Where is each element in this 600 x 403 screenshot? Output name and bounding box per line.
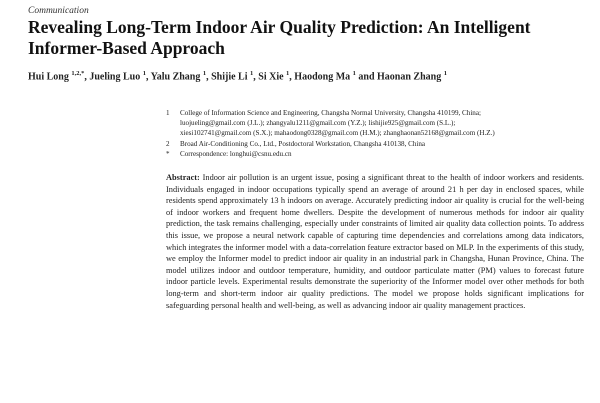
affiliation-text: Broad Air-Conditioning Co., Ltd., Postdoctoral Workstation, Changsha 410138, China	[180, 139, 426, 148]
affiliation-text: luojueling@gmail.com (J.L.); zhangyalu1211@gmail.com (Y.Z.); lishijie925@gmail.com (S.L.);	[180, 119, 456, 128]
affiliation-text: xiesi102741@gmail.com (S.X.); mahaodong0328@gmail.com (H.M.); zhanghaonan52168@gmail.com (H.Z.)	[180, 129, 495, 138]
author-affiliation-mark: 1	[286, 70, 290, 77]
author-list	[28, 70, 588, 82]
author-name: Shijie Li	[211, 71, 248, 83]
affiliations	[166, 108, 586, 159]
abstract	[166, 172, 584, 311]
affiliation-row	[166, 108, 586, 118]
affiliation-text: College of Information Science and Engineering, Changsha Normal University, Changsha 410199, China;	[180, 109, 481, 117]
author-separator: ,	[84, 71, 90, 83]
author-name: Haonan Zhang	[377, 71, 442, 83]
affiliation-row	[166, 139, 586, 149]
author-affiliation-mark: 1	[443, 70, 447, 77]
author-separator: ,	[253, 71, 259, 83]
author-separator: ,	[145, 71, 151, 83]
author-affiliation-mark: 1	[142, 70, 146, 77]
author-affiliation-mark: 1	[352, 70, 356, 77]
affiliation-mark	[166, 118, 180, 128]
author-name: Hui Long	[28, 71, 69, 83]
author-separator: ,	[289, 71, 295, 83]
affiliation-mark: 1	[166, 109, 170, 117]
author-affiliation-mark: 1,2,*	[71, 70, 85, 77]
author-name: Yalu Zhang	[150, 71, 201, 83]
abstract-label: Abstract:	[166, 173, 200, 182]
paper-title: Revealing Long-Term Indoor Air Quality Prediction: An Intelligent Informer-Based Approach	[28, 17, 531, 58]
section-label: Communication	[28, 6, 89, 16]
affiliation-row	[166, 118, 586, 128]
author-affiliation-mark: 1	[202, 70, 207, 77]
abstract-text: Indoor air pollution is an urgent issue, posing a significant threat to the health of indoor workers and residents. Individuals engaged in indoor occupations typically spend an average of around 21 h per day in enclosed spaces, while residents spend approximately 13 h indoors on average. Accurately predicting indoor air quality is crucial for the well-being of indoor workers and frequent home dwellers. Despite the development of numerous methods for indoor air quality prediction, the task remains challenging, especially under constraints of limited air quality data collection points. To address this issue, we propose a neural network capable of capturing time dependencies and correlations among data indicators, which integrates the informer model with a data-correlation feature extractor based on MLP. In the experiments of this study, we employ the Informer model to predict indoor air quality in an industrial park in Changsha, Hunan Province, China. The model utilizes indoor and outdoor temperature, humidity, and outdoor particulate matter (PM) values to forecast future indoor particle levels. Experimental results demonstrate the superiority of the Informer model over other methods for both long-term and short-term indoor air quality predictions. The model we propose holds significant implications for safeguarding personal health and well-being, as well as advancing indoor air quality management practices.	[166, 173, 584, 310]
author-affiliation-mark: 1	[250, 70, 254, 77]
author-separator: ,	[206, 71, 212, 83]
author-name: Haodong Ma	[294, 71, 351, 83]
author-name: Jueling Luo	[89, 71, 141, 83]
affiliation-mark	[166, 128, 180, 138]
affiliation-row	[166, 149, 586, 159]
affiliation-mark: 2	[166, 139, 170, 148]
author-separator: and	[355, 71, 378, 83]
affiliation-mark: *	[166, 149, 170, 158]
affiliation-text: Correspondence: longhui@csnu.edu.cn	[180, 149, 292, 158]
affiliation-row	[166, 128, 586, 138]
author-name: Si Xie	[258, 71, 284, 83]
